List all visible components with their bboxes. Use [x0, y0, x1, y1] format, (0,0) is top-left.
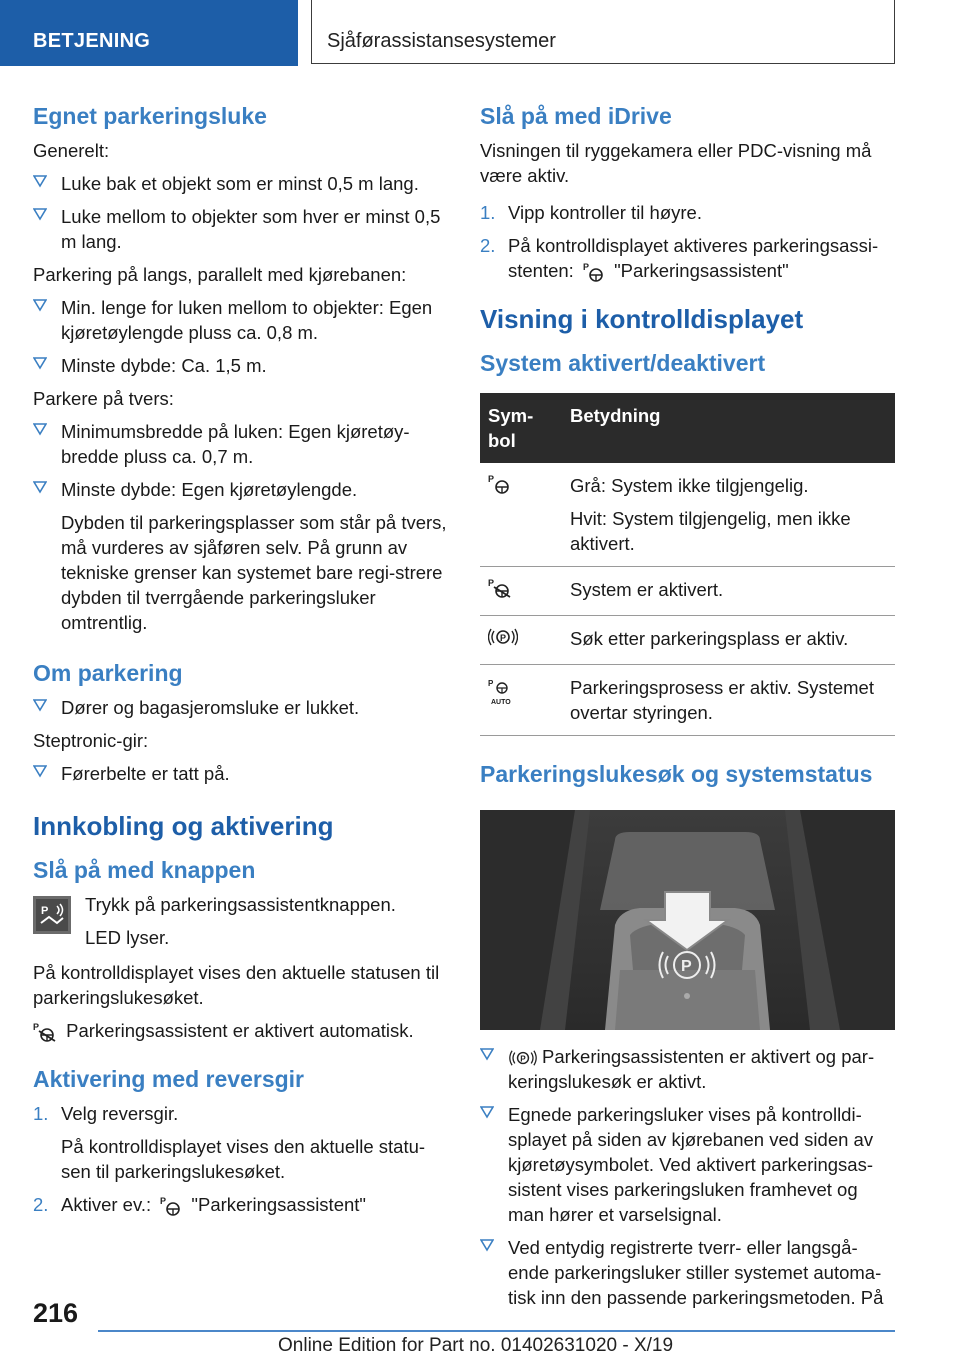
- parking-search-icon: [488, 626, 518, 648]
- parking-auto-icon: P AUTO: [488, 679, 511, 707]
- triangle-bullet-icon: [33, 356, 47, 370]
- triangle-bullet-icon: [33, 298, 47, 312]
- label-steptronic: Steptronic-gir:: [33, 730, 149, 751]
- parking-assistant-icon: [583, 261, 605, 283]
- col-header-meaning: Betydning: [562, 393, 895, 463]
- table-row: P Grå: System ikke tilgjengelig. Hvit: System tilgjengelig, men ikke aktivert.: [480, 463, 895, 567]
- triangle-bullet-icon: [33, 480, 47, 494]
- auto-activation: P Parkeringsassistent er aktivert automatisk.: [33, 1018, 453, 1043]
- triangle-bullet-icon: [480, 1105, 494, 1119]
- idrive-text: Visningen til ryggekamera eller PDC-visning må være aktiv.: [480, 140, 872, 186]
- heading-innkobling: Innkobling og aktivering: [33, 811, 334, 841]
- triangle-bullet-icon: [33, 422, 47, 436]
- heading-knappen: Slå på med knappen: [33, 857, 256, 883]
- parking-assistant-icon: [160, 1195, 182, 1217]
- right-column: [480, 100, 895, 1318]
- table-header-row: [480, 393, 895, 463]
- chapter-title: Sjåførassistansesystemer: [311, 0, 895, 64]
- heading-system: System aktivert/deaktivert: [480, 350, 766, 377]
- button-instruction-text: Trykk på parkeringsassistentknappen.: [85, 894, 396, 915]
- list-item: Luke mellom to objekter som hver er minst 0,5 m lang.: [33, 204, 453, 254]
- heading-visning: Visning i kontrolldisplayet: [480, 304, 804, 335]
- triangle-bullet-icon: [480, 1047, 494, 1061]
- table-row: P AUTO Parkeringsprosess er aktiv. Systemet overtar styringen.: [480, 665, 895, 736]
- heading-idrive: Slå på med iDrive: [480, 103, 672, 129]
- svg-text:P: P: [582, 262, 589, 273]
- step-item: 2. Aktiver ev.: P "Parkeringsassistent": [33, 1192, 453, 1217]
- heading-egnet: Egnet parkeringsluke: [33, 103, 267, 129]
- label-tvers: Parkere på tvers:: [33, 388, 174, 409]
- parking-search-icon: [508, 1048, 538, 1068]
- svg-text:P: P: [488, 679, 494, 689]
- list-item: Luke bak et objekt som er minst 0,5 m lang.: [33, 171, 453, 196]
- label-langs: Parkering på langs, parallelt med kjørebanen:: [33, 264, 407, 285]
- table-row: P Søk etter parkeringsplass er aktiv.: [480, 616, 895, 665]
- step-item: 2. På kontrolldisplayet aktiveres parkeringsassi-stenten: P "Parkeringsassistent": [480, 233, 895, 283]
- svg-text:P: P: [520, 1054, 526, 1064]
- svg-text:P: P: [160, 1196, 167, 1207]
- edition-footer: Online Edition for Part no. 01402631020 - X/19: [278, 1335, 674, 1356]
- triangle-bullet-icon: [33, 207, 47, 221]
- triangle-bullet-icon: [33, 174, 47, 188]
- list-item: Egnede parkeringsluker vises på kontrolldi-splayet på siden av kjørebanen ved siden av kjøretøysymbolet. Ved aktivert parkeringsas-sistent vises parkeringsluken framhevet og man hører et varselsignal.: [480, 1102, 895, 1227]
- heading-om-parkering: Om parkering: [33, 660, 183, 686]
- svg-text:P: P: [33, 1022, 40, 1033]
- page-header: [0, 0, 960, 66]
- svg-text:P: P: [41, 905, 49, 917]
- list-item: Førerbelte er tatt på.: [33, 761, 453, 786]
- parking-display-illustration: [480, 810, 895, 1030]
- triangle-bullet-icon: [33, 764, 47, 778]
- svg-text:P: P: [500, 633, 507, 644]
- step-item: 1. Velg reversgir. På kontrolldisplayet vises den aktuelle statu-sen til parkeringslukesøket.: [33, 1103, 426, 1183]
- triangle-bullet-icon: [33, 698, 47, 712]
- svg-text:P: P: [488, 474, 495, 485]
- col-header-symbol: Sym-bol: [480, 393, 562, 463]
- list-item: Minimumsbredde på luken: Egen kjøretøy-bredde pluss ca. 0,7 m.: [33, 419, 453, 469]
- label-generelt: Generelt:: [33, 140, 110, 161]
- parking-assistant-active-icon: [488, 577, 514, 599]
- table-row: P System er aktivert.: [480, 567, 895, 616]
- list-item: Ved entydig registrerte tverr- eller langsgå-ende parkeringsluker stiller systemet automa-tisk inn den passende parkeringsmetoden. På: [480, 1235, 895, 1310]
- list-item: Dører og bagasjeromsluke er lukket.: [33, 695, 453, 720]
- left-column: [33, 100, 453, 1225]
- list-item: P Parkeringsassistenten er aktivert og par-keringslukesøk er aktivt.: [480, 1044, 895, 1094]
- list-item: Minste dybde: Ca. 1,5 m.: [33, 353, 453, 378]
- tvers-note: Dybden til parkeringsplasser som står på tvers, må vurderes av sjåføren selv. På grunn av tekniske grenser kan systemet bare regi-strere dybden til tverrgående parkeringsluker omtrentlig.: [61, 512, 447, 633]
- list-item: Minste dybde: Egen kjøretøylengde. Dybden til parkeringsplasser som står på tvers, må vurderes av sjåføren selv. På grunn av tekniske grenser kan systemet bare regi-strere dybden til tverrgående parkeringsluker omtrentlig.: [33, 477, 453, 635]
- heading-lukesok: Parkeringslukesøk og systemstatus: [480, 761, 873, 788]
- parking-assistant-active-icon: [33, 1021, 57, 1043]
- symbol-table: [480, 393, 895, 736]
- led-text: LED lyser.: [85, 927, 170, 948]
- heading-reversgir: Aktivering med reversgir: [33, 1066, 305, 1093]
- button-instruction: [33, 892, 453, 950]
- svg-text:P: P: [488, 578, 495, 589]
- section-tab: BETJENING: [0, 0, 298, 66]
- page-number: 216: [33, 1298, 79, 1328]
- triangle-bullet-icon: [480, 1238, 494, 1252]
- status-text: På kontrolldisplayet vises den aktuelle statusen til parkeringslukesøket.: [33, 962, 440, 1008]
- list-item: Min. lenge for luken mellom to objekter: Egen kjøretøylengde pluss ca. 0,8 m.: [33, 295, 453, 345]
- footer-divider: [98, 1330, 895, 1332]
- svg-text:P: P: [681, 958, 692, 976]
- parking-assistant-inactive-icon: [488, 473, 514, 495]
- parking-assistant-button-icon: [33, 896, 71, 934]
- step-item: 1. Vipp kontroller til høyre.: [480, 202, 702, 223]
